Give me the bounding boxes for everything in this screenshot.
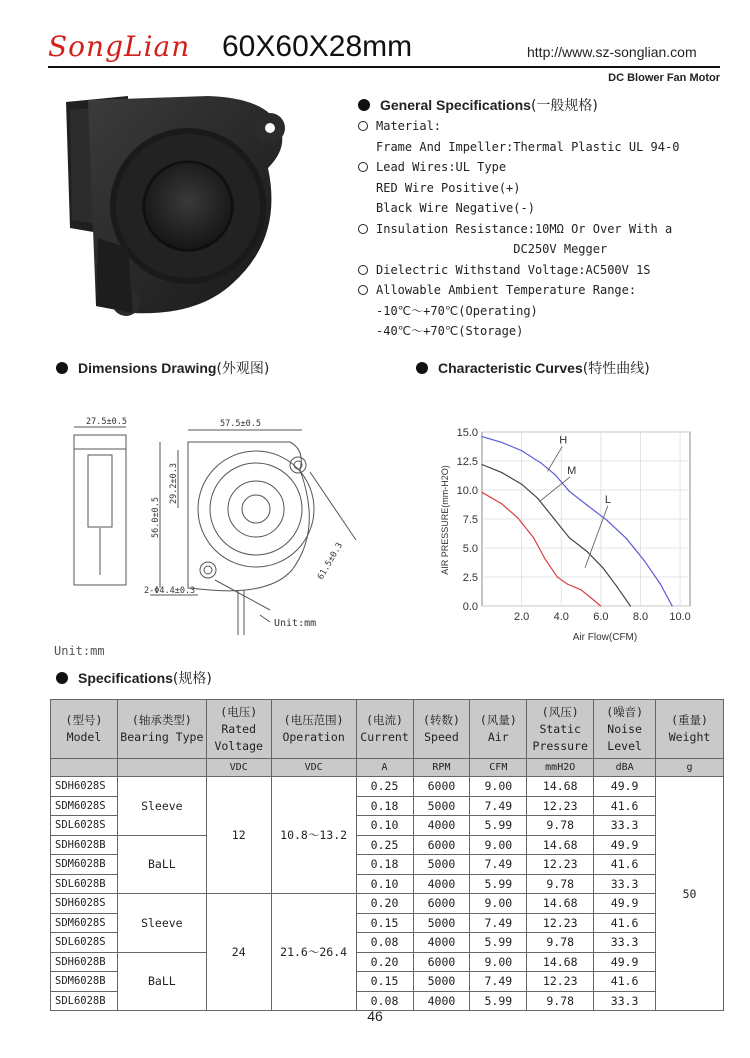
data-point — [555, 474, 556, 475]
current-cell: 0.15 — [356, 913, 413, 933]
current-cell: 0.20 — [356, 952, 413, 972]
column-unit: A — [356, 759, 413, 777]
dim-depth-label: 27.5±0.5 — [86, 417, 127, 427]
y-tick-label: 7.5 — [462, 514, 478, 526]
pressure-cell: 14.68 — [527, 952, 594, 972]
air-cell: 5.99 — [470, 933, 527, 953]
bullet-icon — [56, 362, 68, 374]
column-header — [117, 700, 206, 759]
column-header-en: Operation — [282, 730, 345, 744]
circle-bullet-icon — [358, 121, 368, 131]
noise-cell: 33.3 — [594, 933, 656, 953]
circle-bullet-icon — [358, 224, 368, 234]
column-header-en: Static Pressure — [532, 721, 588, 753]
speed-cell: 6000 — [413, 835, 470, 855]
column-header-en: Air — [487, 730, 509, 744]
general-spec-line — [358, 321, 679, 342]
data-point — [626, 538, 627, 539]
column-header-cn: (轴承类型) — [131, 713, 192, 727]
series-leader-line — [547, 447, 562, 472]
air-cell: 9.00 — [470, 894, 527, 914]
data-point — [660, 583, 661, 584]
speed-cell: 6000 — [413, 952, 470, 972]
pressure-cell: 9.78 — [527, 874, 594, 894]
current-cell: 0.18 — [356, 796, 413, 816]
current-cell: 0.15 — [356, 972, 413, 992]
column-header — [656, 700, 724, 759]
data-point — [545, 559, 546, 560]
pressure-cell: 12.23 — [527, 855, 594, 875]
air-cell: 5.99 — [470, 816, 527, 836]
brand-logo: SongLian — [48, 30, 191, 63]
air-cell: 7.49 — [470, 855, 527, 875]
data-point — [586, 504, 587, 505]
current-cell: 0.25 — [356, 777, 413, 797]
general-spec-text: Black Wire Negative(-) — [376, 201, 535, 215]
general-spec-line — [358, 137, 679, 158]
general-spec-heading: General Specifications(一般规格) — [358, 95, 598, 115]
model-cell: SDM6028B — [51, 972, 118, 992]
model-cell: SDL6028B — [51, 991, 118, 1011]
model-cell: SDH6028B — [51, 952, 118, 972]
data-point — [481, 464, 482, 465]
data-point — [569, 491, 570, 492]
pressure-cell: 14.68 — [527, 894, 594, 914]
y-tick-label: 10.0 — [456, 485, 478, 497]
column-unit — [51, 759, 118, 777]
bearing-cell: Sleeve — [117, 894, 206, 953]
general-spec-line — [358, 260, 679, 281]
general-spec-line — [358, 301, 679, 322]
general-spec-line — [358, 280, 679, 301]
air-cell: 5.99 — [470, 991, 527, 1011]
data-point — [481, 492, 482, 493]
air-cell: 5.99 — [470, 874, 527, 894]
x-tick-label: 10.0 — [669, 611, 691, 623]
series-label: L — [604, 493, 611, 506]
column-header — [470, 700, 527, 759]
data-point — [557, 576, 558, 577]
column-header-cn: (电压) — [220, 704, 258, 719]
data-point — [569, 537, 570, 538]
current-cell: 0.08 — [356, 933, 413, 953]
bearing-cell: BaLL — [117, 835, 206, 894]
general-spec-line — [358, 116, 679, 137]
general-spec-text: Lead Wires:UL Type — [376, 160, 507, 174]
model-cell: SDM6028S — [51, 796, 118, 816]
current-cell: 0.10 — [356, 874, 413, 894]
pressure-cell: 14.68 — [527, 835, 594, 855]
dimension-drawing — [60, 410, 380, 640]
pressure-cell: 12.23 — [527, 913, 594, 933]
general-spec-text: Allowable Ambient Temperature Range: — [376, 283, 637, 297]
dim-hole-label: 2-Φ4.4±0.3 — [144, 586, 196, 596]
column-header — [206, 700, 271, 759]
bullet-icon — [416, 362, 428, 374]
column-unit: RPM — [413, 759, 470, 777]
general-spec-line — [358, 239, 679, 260]
table-row — [51, 835, 724, 855]
column-unit: dBA — [594, 759, 656, 777]
general-spec-text: -10℃～+70℃(Operating) — [376, 303, 538, 318]
pressure-cell: 12.23 — [527, 972, 594, 992]
data-point — [606, 520, 607, 521]
column-header — [594, 700, 656, 759]
y-tick-label: 0.0 — [462, 601, 478, 613]
general-spec-line — [358, 157, 679, 178]
table-row — [51, 777, 724, 797]
circle-bullet-icon — [358, 265, 368, 275]
column-unit: VDC — [206, 759, 271, 777]
speed-cell: 4000 — [413, 816, 470, 836]
model-cell: SDM6028B — [51, 855, 118, 875]
series-leader-line — [539, 477, 570, 502]
circle-bullet-icon — [358, 285, 368, 295]
current-cell: 0.25 — [356, 835, 413, 855]
dimensions-heading: Dimensions Drawing(外观图) — [56, 358, 269, 378]
general-spec-text: -40℃～+70℃(Storage) — [376, 324, 524, 338]
air-cell: 7.49 — [470, 972, 527, 992]
fan-product-photo — [58, 88, 288, 328]
data-point — [481, 436, 482, 437]
noise-cell: 33.3 — [594, 816, 656, 836]
general-spec-text: DC250V Megger — [376, 242, 608, 256]
data-point — [517, 517, 518, 518]
column-header-cn: (噪音) — [606, 704, 644, 719]
general-spec-text: Material: — [376, 119, 442, 133]
bearing-cell: BaLL — [117, 952, 206, 1011]
column-header — [51, 700, 118, 759]
operation-cell: 10.8～13.2 — [271, 777, 356, 894]
column-header-en: Weight — [668, 730, 711, 744]
table-row — [51, 894, 724, 914]
data-point — [672, 605, 673, 606]
air-cell: 9.00 — [470, 777, 527, 797]
page-title: 60X60X28mm — [222, 30, 413, 63]
general-spec-text: Frame And Impeller:Thermal Plastic UL 94-0 — [376, 139, 680, 154]
column-unit: VDC — [271, 759, 356, 777]
noise-cell: 33.3 — [594, 991, 656, 1011]
column-unit — [117, 759, 206, 777]
column-header-en: Noise Level — [607, 721, 642, 753]
specifications-heading: Specifications(规格) — [56, 668, 212, 688]
air-cell: 9.00 — [470, 835, 527, 855]
model-cell: SDL6028S — [51, 816, 118, 836]
data-point — [501, 472, 502, 473]
general-spec-list — [358, 116, 679, 342]
circle-bullet-icon — [358, 162, 368, 172]
data-point — [567, 583, 568, 584]
product-subtitle: DC Blower Fan Motor — [608, 72, 720, 84]
data-point — [586, 551, 587, 552]
speed-cell: 4000 — [413, 933, 470, 953]
series-leader-line — [585, 506, 608, 568]
pressure-cell: 12.23 — [527, 796, 594, 816]
general-spec-text: RED Wire Positive(+) — [376, 180, 521, 195]
x-tick-label: 6.0 — [593, 611, 609, 623]
chart-ylabel: AIR PRESSURE(mm-H2O) — [440, 465, 450, 575]
speed-cell: 5000 — [413, 913, 470, 933]
x-tick-label: 8.0 — [632, 611, 649, 623]
noise-cell: 41.6 — [594, 972, 656, 992]
drawing-unit-label: Unit:mm — [274, 618, 317, 629]
noise-cell: 41.6 — [594, 796, 656, 816]
data-point — [600, 605, 601, 606]
data-point — [501, 503, 502, 504]
speed-cell: 5000 — [413, 972, 470, 992]
series-label: M — [567, 464, 577, 477]
dim-width-label: 57.5±0.5 — [220, 419, 261, 429]
column-header-cn: (型号) — [65, 713, 103, 727]
data-point — [590, 597, 591, 598]
column-header-en: Speed — [424, 730, 459, 744]
column-unit: mmH2O — [527, 759, 594, 777]
current-cell: 0.10 — [356, 816, 413, 836]
y-tick-label: 15.0 — [456, 427, 478, 439]
weight-cell: 50 — [656, 777, 724, 1011]
model-cell: SDL6028S — [51, 933, 118, 953]
table-row — [51, 952, 724, 972]
column-header — [356, 700, 413, 759]
dim-pitch-label: 61.5±0.3 — [315, 541, 346, 582]
pressure-cell: 14.68 — [527, 777, 594, 797]
unit-note: Unit:mm — [54, 644, 105, 658]
data-point — [533, 537, 534, 538]
data-point — [580, 589, 581, 590]
column-header-en: Bearing Type — [120, 730, 204, 744]
y-tick-label: 12.5 — [456, 456, 478, 468]
column-header-cn: (风压) — [541, 704, 579, 719]
column-header-en: Current — [360, 730, 409, 744]
current-cell: 0.18 — [356, 855, 413, 875]
noise-cell: 49.9 — [594, 777, 656, 797]
air-cell: 9.00 — [470, 952, 527, 972]
page-number: 46 — [367, 1008, 383, 1024]
series-line-H — [482, 434, 672, 606]
x-tick-label: 2.0 — [513, 611, 530, 623]
chart-xlabel: Air Flow(CFM) — [572, 632, 638, 643]
column-header-cn: (转数) — [423, 713, 460, 727]
voltage-cell: 12 — [206, 777, 271, 894]
noise-cell: 33.3 — [594, 874, 656, 894]
noise-cell: 49.9 — [594, 835, 656, 855]
column-header-en: Rated Voltage — [214, 721, 263, 753]
noise-cell: 49.9 — [594, 952, 656, 972]
noise-cell: 41.6 — [594, 855, 656, 875]
speed-cell: 4000 — [413, 991, 470, 1011]
data-point — [521, 484, 522, 485]
column-header-cn: (电压范围) — [283, 713, 344, 727]
pressure-cell: 9.78 — [527, 816, 594, 836]
air-cell: 7.49 — [470, 913, 527, 933]
pq-curve-chart — [430, 420, 720, 644]
speed-cell: 5000 — [413, 855, 470, 875]
column-header — [527, 700, 594, 759]
data-point — [521, 450, 522, 451]
operation-cell: 21.6～26.4 — [271, 894, 356, 1011]
y-tick-label: 2.5 — [462, 572, 478, 584]
model-cell: SDM6028S — [51, 913, 118, 933]
data-point — [644, 560, 645, 561]
column-header — [271, 700, 356, 759]
column-header-en: Model — [66, 730, 102, 744]
data-point — [616, 586, 617, 587]
x-tick-label: 4.0 — [553, 611, 569, 623]
noise-cell: 49.9 — [594, 894, 656, 914]
air-cell: 7.49 — [470, 796, 527, 816]
general-spec-text: Dielectric Withstand Voltage:AC500V 1S — [376, 262, 651, 277]
data-point — [541, 463, 542, 464]
data-point — [630, 605, 631, 606]
noise-cell: 41.6 — [594, 913, 656, 933]
data-point — [537, 498, 538, 499]
speed-cell: 4000 — [413, 874, 470, 894]
y-tick-label: 5.0 — [462, 543, 478, 555]
general-spec-line — [358, 219, 679, 240]
model-cell: SDH6028S — [51, 894, 118, 914]
pressure-cell: 9.78 — [527, 933, 594, 953]
dim-inner-label: 29.2±0.3 — [169, 463, 179, 504]
series-line-L — [482, 492, 601, 606]
spec-table — [50, 699, 724, 1011]
bullet-icon — [358, 99, 370, 111]
website-url[interactable]: http://www.sz-songlian.com — [527, 44, 697, 60]
dim-height-label: 56.0±0.5 — [151, 497, 161, 538]
pressure-cell: 9.78 — [527, 991, 594, 1011]
general-spec-text: Insulation Resistance:10MΩ Or Over With a — [376, 221, 673, 236]
current-cell: 0.08 — [356, 991, 413, 1011]
curves-heading: Characteristic Curves(特性曲线) — [416, 358, 650, 378]
header-rule — [48, 66, 720, 68]
voltage-cell: 24 — [206, 894, 271, 1011]
column-header-cn: (重量) — [671, 713, 708, 727]
series-line-M — [482, 465, 630, 607]
column-header-cn: (电流) — [366, 713, 403, 727]
column-header — [413, 700, 470, 759]
bullet-icon — [56, 672, 68, 684]
general-spec-line — [358, 178, 679, 199]
data-point — [501, 442, 502, 443]
bearing-cell: Sleeve — [117, 777, 206, 836]
column-header-cn: (风量) — [479, 713, 517, 727]
series-label: H — [559, 434, 568, 447]
current-cell: 0.20 — [356, 894, 413, 914]
column-unit: g — [656, 759, 724, 777]
speed-cell: 6000 — [413, 777, 470, 797]
model-cell: SDL6028B — [51, 874, 118, 894]
model-cell: SDH6028S — [51, 777, 118, 797]
speed-cell: 6000 — [413, 894, 470, 914]
data-point — [602, 567, 603, 568]
speed-cell: 5000 — [413, 796, 470, 816]
data-point — [553, 517, 554, 518]
model-cell: SDH6028B — [51, 835, 118, 855]
general-spec-line — [358, 198, 679, 219]
column-unit: CFM — [470, 759, 527, 777]
